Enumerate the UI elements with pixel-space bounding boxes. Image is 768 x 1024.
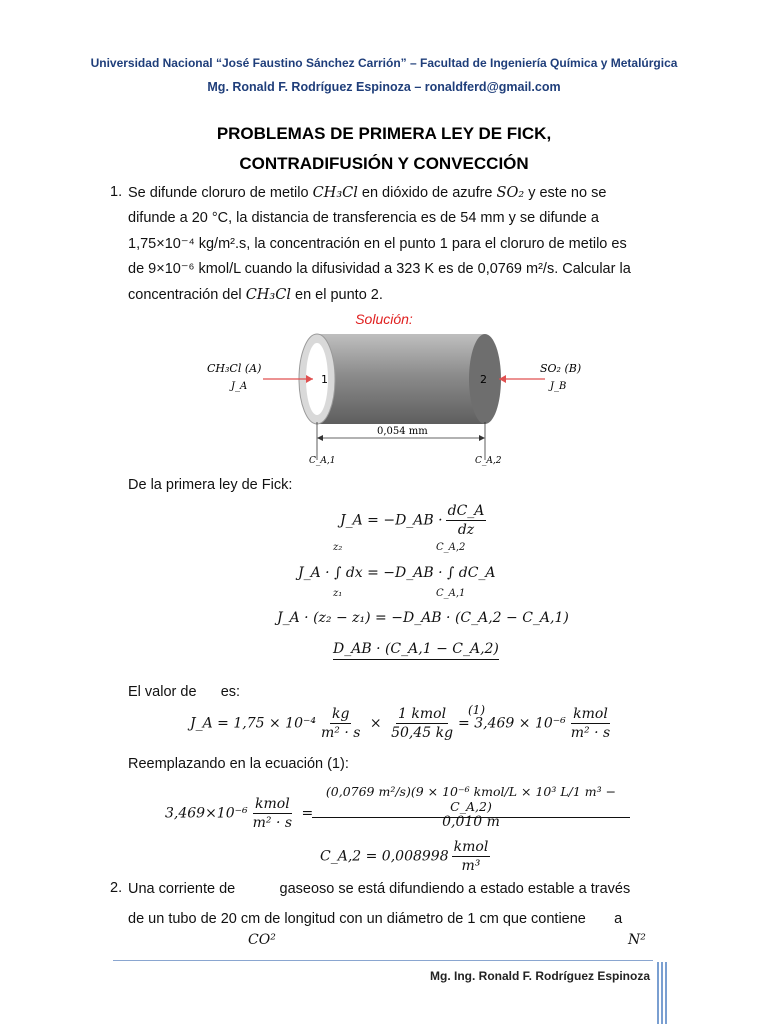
replace-intro: Reemplazando en la ecuación (1): <box>128 756 349 772</box>
diagram-point-1: 1 <box>321 373 328 386</box>
solution-label: Solución: <box>355 311 413 327</box>
replace-equation: 3,469×10⁻⁶ $\frac{\text{kmol}}{\text{m² · s}}$ = <box>165 796 314 831</box>
fick-equation-4: D_AB · (C_A,1 − C_A,2) <box>333 641 499 660</box>
problem-1-line-1: Se difunde cloruro de metilo CH₃Cl en dióxido de azufre SO₂ y este no se <box>128 185 607 201</box>
problem-1-number: 1. <box>110 184 123 200</box>
replace-numerator: (0,0769 m²/s)(9 × 10⁻⁶ kmol/L × 10³ L/1 m³ − C_A,2) <box>312 784 630 818</box>
problem-1-line-5: concentración del CH₃Cl en el punto 2. <box>128 287 383 303</box>
title-line-1: PROBLEMAS DE PRIMERA LEY DE FICK, <box>216 124 552 143</box>
ch3cl-formula: CH₃Cl <box>312 185 358 201</box>
diagram-right-label: SO₂ (B) <box>540 362 582 375</box>
diagram-jb-label: J_B <box>550 381 567 392</box>
value-equation: J_A = 1,75 × 10⁻⁴ $\frac{kg}{\text{m² · s}}$ × $\frac{\text{1 kmol}}{50,45 kg}$ = 3,469 × 10⁻⁶ $\frac{\text{kmol}}{\text{m² · s}}$ <box>190 706 611 741</box>
equation-number-1: (1) <box>468 703 485 717</box>
header-institution: Universidad Nacional “José Faustino Sánchez Carrión” – Facultad de Ingeniería Química y Metalúrgica <box>90 56 678 70</box>
diagram-ca2-label: C_A,2 <box>475 456 502 466</box>
n2-formula: N² <box>628 932 646 948</box>
integral-lower-1: z₁ <box>333 588 343 599</box>
title-line-2: CONTRADIFUSIÓN Y CONVECCIÓN <box>239 154 529 173</box>
footer-rule-1 <box>657 962 659 1024</box>
problem-1-line-2: difunde a 20 °C, la distancia de transferencia es de 54 mm y se difunde a <box>128 210 599 226</box>
footer-rule-2 <box>661 962 663 1024</box>
footer-rule-3 <box>665 962 667 1024</box>
diagram-ja-label: J_A <box>231 381 248 392</box>
integral-upper-1: z₂ <box>333 542 343 553</box>
footer-divider <box>113 960 653 961</box>
fick-equation-1: J_A = −D_AB · $\frac{dC\_A}{dz}$ <box>340 503 485 538</box>
problem-2-line-1: Una corriente de gaseoso se está difundiendo a estado estable a través <box>128 881 631 897</box>
integral-lower-2: C_A,1 <box>436 588 466 599</box>
integral-upper-2: C_A,2 <box>436 542 466 553</box>
header-author: Mg. Ronald F. Rodríguez Espinoza – ronaldferd@gmail.com <box>207 80 561 94</box>
diagram-ca1-label: C_A,1 <box>309 456 336 466</box>
problem-1-line-4: de 9×10⁻⁶ kmol/L cuando la difusividad a 323 K es de 0,0769 m²/s. Calcular la <box>128 261 631 277</box>
fick-intro: De la primera ley de Fick: <box>128 477 293 493</box>
co2-formula: CO² <box>248 932 276 948</box>
fick-equation-3: J_A · (z₂ − z₁) = −D_AB · (C_A,2 − C_A,1) <box>277 610 569 626</box>
fick-equation-2: J_A · ∫ dx = −D_AB · ∫ dC_A <box>298 565 496 581</box>
diagram-point-2: 2 <box>480 373 487 386</box>
result-equation: C_A,2 = 0,008998 $\frac{\text{kmol}}{\text{m³}}$ <box>320 839 489 874</box>
footer-author: Mg. Ing. Ronald F. Rodríguez Espinoza <box>430 969 650 983</box>
diagram-distance-label: 0,054 mm <box>377 426 428 437</box>
value-intro: El valor de es: <box>128 684 241 700</box>
replace-denominator: 0,010 m <box>442 814 500 830</box>
problem-1-line-3: 1,75×10⁻⁴ kg/m².s, la concentración en el punto 1 para el cloruro de metilo es <box>128 236 627 252</box>
problem-2-line-2: de un tubo de 20 cm de longitud con un diámetro de 1 cm que contiene a <box>128 911 623 927</box>
problem-2-number: 2. <box>110 880 123 896</box>
so2-formula: SO₂ <box>496 185 525 201</box>
diffusion-tube-diagram <box>195 330 582 470</box>
diagram-left-label: CH₃Cl (A) <box>207 362 262 375</box>
